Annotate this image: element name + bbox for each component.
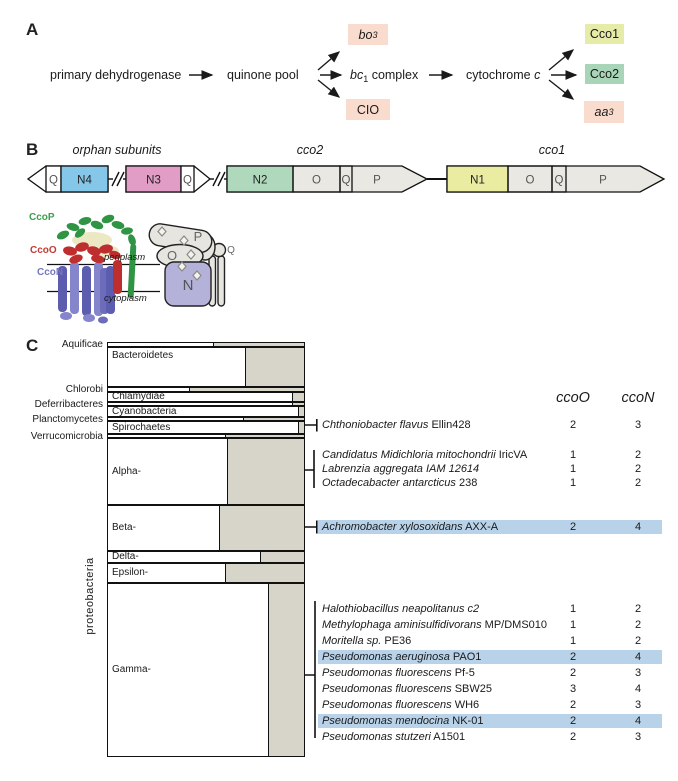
ccoO-count: 1 [569, 603, 577, 615]
ccoP-label: CcoP [29, 212, 55, 223]
ccoN-count: 2 [634, 463, 642, 475]
species-row [318, 602, 662, 616]
phylum-label-gamma: Gamma- [112, 664, 151, 675]
shaded-fraction-deferribacteres [292, 403, 304, 405]
quinone-pool-node: quinone pool [227, 68, 299, 82]
ccoN-count: 3 [634, 667, 642, 679]
svg-text:Q: Q [227, 245, 235, 256]
sequence-break-icon [108, 172, 126, 186]
ccoO-count: 2 [569, 699, 577, 711]
svg-text:P: P [193, 229, 203, 244]
species-row [318, 666, 662, 680]
connector-gamma-bracket [305, 601, 315, 738]
ccoO-count: 3 [569, 683, 577, 695]
species-row [318, 476, 662, 490]
species-row [318, 682, 662, 696]
species-name: Pseudomonas fluorescens Pf-5 [322, 667, 475, 679]
ccoN-count: 3 [634, 419, 642, 431]
svg-text:N: N [182, 277, 194, 294]
shaded-fraction-bacteroidetes [245, 348, 304, 386]
phylum-bar-bacteroidetes [107, 347, 305, 387]
shaded-fraction-planctomycetes [243, 418, 304, 420]
bc1-complex-node: $bc_1$ complex [350, 68, 419, 84]
ccoO-count: 2 [569, 715, 577, 727]
phylum-label-chlorobi: Chlorobi [65, 384, 103, 395]
ccoN-count: 4 [634, 715, 642, 727]
species-row [318, 730, 662, 744]
ccoN-count: 2 [634, 619, 642, 631]
phylum-label-beta: Beta- [112, 522, 136, 533]
protein-ribbon-structure [56, 213, 138, 323]
ccoN-count: 3 [634, 699, 642, 711]
phylum-label-bacteroidetes: Bacteroidetes [112, 350, 174, 361]
shaded-fraction-chlamydiae [292, 393, 304, 401]
shaded-fraction-alpha [227, 439, 304, 504]
cytochrome-c-node: cytochrome c [466, 68, 541, 82]
ccoO-count: 2 [569, 667, 577, 679]
species-name: Pseudomonas mendocina NK-01 [322, 715, 484, 727]
shaded-fraction-beta [219, 506, 304, 550]
shaded-fraction-delta [260, 552, 304, 562]
phylum-bar-alpha [107, 438, 305, 505]
connector-verrucomicrobia [305, 419, 317, 432]
svg-text:N3: N3 [146, 174, 161, 187]
phylum-label-verrucomicrobia: Verrucomicrobia [30, 430, 103, 442]
ccoN-count: 2 [634, 635, 642, 647]
species-name: Chthoniobacter flavus Ellin428 [322, 419, 471, 431]
ccoN-count: 2 [634, 449, 642, 461]
ccoO-label: CcoO [30, 245, 57, 256]
shaded-fraction-spirochaetes [298, 422, 304, 433]
primary-dehydrogenase-node: primary dehydrogenase [50, 68, 182, 82]
species-name: Halothiobacillus neapolitanus c2 [322, 603, 480, 615]
panel-c-label: C [26, 336, 39, 355]
phylum-label-spirochaetes: Spirochaetes [112, 422, 171, 433]
phylum-bar-delta [107, 551, 305, 563]
shaded-fraction-verrucomicrobia [225, 435, 304, 437]
ccoN-count: 2 [634, 477, 642, 489]
species-name: Labrenzia aggregata IAM 12614 [322, 463, 480, 475]
shaded-fraction-cyanobacteria [298, 407, 304, 416]
ccoN-count: 2 [634, 603, 642, 615]
orphan-subunits-label: orphan subunits [72, 143, 162, 157]
arrow-quinone-to-bo3 [318, 52, 339, 70]
svg-text:Q: Q [49, 174, 58, 187]
svg-text:Q: Q [183, 174, 192, 187]
species-row [318, 634, 662, 648]
ccoO-count: 1 [569, 635, 577, 647]
ccoO-count: 1 [569, 463, 577, 475]
species-row [318, 448, 662, 462]
phylum-label-epsilon: Epsilon- [112, 567, 149, 578]
species-name: Candidatus Midichloria mitochondrii IricVA [322, 449, 528, 461]
cco2-cluster-label: cco2 [296, 143, 324, 157]
phylum-label-delta: Delta- [112, 551, 139, 562]
ccoO-count: 2 [569, 419, 577, 431]
phylum-bar-cyanobacteria [107, 406, 305, 417]
phylum-label-cyanobacteria: Cyanobacteria [112, 406, 177, 417]
ccoO-count: 2 [569, 651, 577, 663]
svg-text:N1: N1 [470, 174, 485, 187]
species-row [318, 418, 662, 432]
tree-connectors [305, 419, 317, 738]
species-row [318, 698, 662, 712]
cio-oxidase-box: CIO [346, 99, 390, 120]
ccoO-count: 1 [569, 449, 577, 461]
phylum-label-aquificae: Aquificae [61, 339, 103, 350]
svg-text:N4: N4 [77, 174, 92, 187]
connector-beta [305, 521, 317, 534]
phylum-bar-spirochaetes [107, 421, 305, 434]
phylum-bar-gamma [107, 583, 305, 757]
species-name: Octadecabacter antarcticus 238 [322, 477, 478, 489]
svg-text:O: O [166, 248, 178, 263]
species-name: Methylophaga aminisulfidivorans MP/DMS010 [322, 619, 548, 631]
species-name: Moritella sp. PE36 [322, 635, 412, 647]
phylum-bar-chlamydiae [107, 392, 305, 402]
ccoN-count: 4 [634, 521, 642, 533]
svg-text:N2: N2 [252, 174, 268, 187]
ccoN-count: 4 [634, 683, 642, 695]
phylum-bar-epsilon [107, 563, 305, 583]
svg-text:O: O [525, 174, 535, 187]
cytoplasm-label: cytoplasm [104, 293, 147, 304]
ccoO-count: 2 [569, 731, 577, 743]
periplasm-label: periplasm [104, 252, 146, 263]
species-name: Pseudomonas fluorescens WH6 [322, 699, 480, 711]
ccoO-column-header: ccoO [556, 390, 590, 406]
phylum-label-alpha: Alpha- [112, 466, 141, 477]
species-row [318, 462, 662, 476]
species-row [318, 520, 662, 534]
phylum-label-chlamydiae: Chlamydiae [112, 391, 165, 402]
species-name: Pseudomonas aeruginosa PAO1 [322, 651, 482, 663]
ccoO-count: 2 [569, 521, 577, 533]
cco1-oxidase-box: Cco1 [585, 24, 624, 44]
ccoO-count: 1 [569, 619, 577, 631]
svg-text:P: P [373, 174, 381, 187]
arrow-cytc-to-cco1 [549, 50, 573, 70]
species-name: Achromobacter xylosoxidans AXX-A [322, 521, 499, 533]
species-row [318, 650, 662, 664]
shaded-fraction-gamma [268, 584, 304, 756]
ccoN-label: CcoN [37, 267, 64, 278]
svg-text:O: O [312, 174, 321, 187]
aa3-oxidase-box: aa 3 [584, 101, 624, 123]
proteobacteria-axis-label: proteobacteria [84, 557, 96, 635]
sequence-break-icon [210, 172, 227, 186]
svg-text:Q: Q [341, 174, 351, 187]
species-row [318, 618, 662, 632]
ccoN-count: 4 [634, 651, 642, 663]
arrow-cytc-to-aa3 [549, 80, 573, 99]
ccoN-column-header: ccoN [621, 390, 655, 406]
cartoon-q-bar [218, 256, 225, 306]
ccoN-count: 3 [634, 731, 642, 743]
shaded-fraction-epsilon [225, 564, 304, 582]
arrow-quinone-to-cio [318, 80, 339, 97]
phylum-bar-beta [107, 505, 305, 551]
phylum-label-planctomycetes: Planctomycetes [32, 413, 103, 425]
bo3-oxidase-box: bo 3 [348, 24, 388, 45]
species-row [318, 714, 662, 728]
connector-alpha-bracket [305, 450, 314, 488]
svg-text:P: P [599, 174, 607, 187]
cco2-oxidase-box: Cco2 [585, 64, 624, 84]
panel-a-label: A [26, 20, 39, 39]
species-name: Pseudomonas fluorescens SBW25 [322, 683, 492, 695]
shaded-fraction-aquificae [213, 343, 304, 346]
phylum-label-deferribacteres: Deferribacteres [34, 398, 103, 410]
svg-text:Q: Q [554, 174, 564, 187]
ccoO-count: 1 [569, 477, 577, 489]
cco1-cluster-label: cco1 [538, 143, 566, 157]
panel-b-label: B [26, 140, 39, 159]
species-name: Pseudomonas stutzeri A1501 [322, 731, 466, 743]
shaded-fraction-chlorobi [189, 388, 304, 391]
